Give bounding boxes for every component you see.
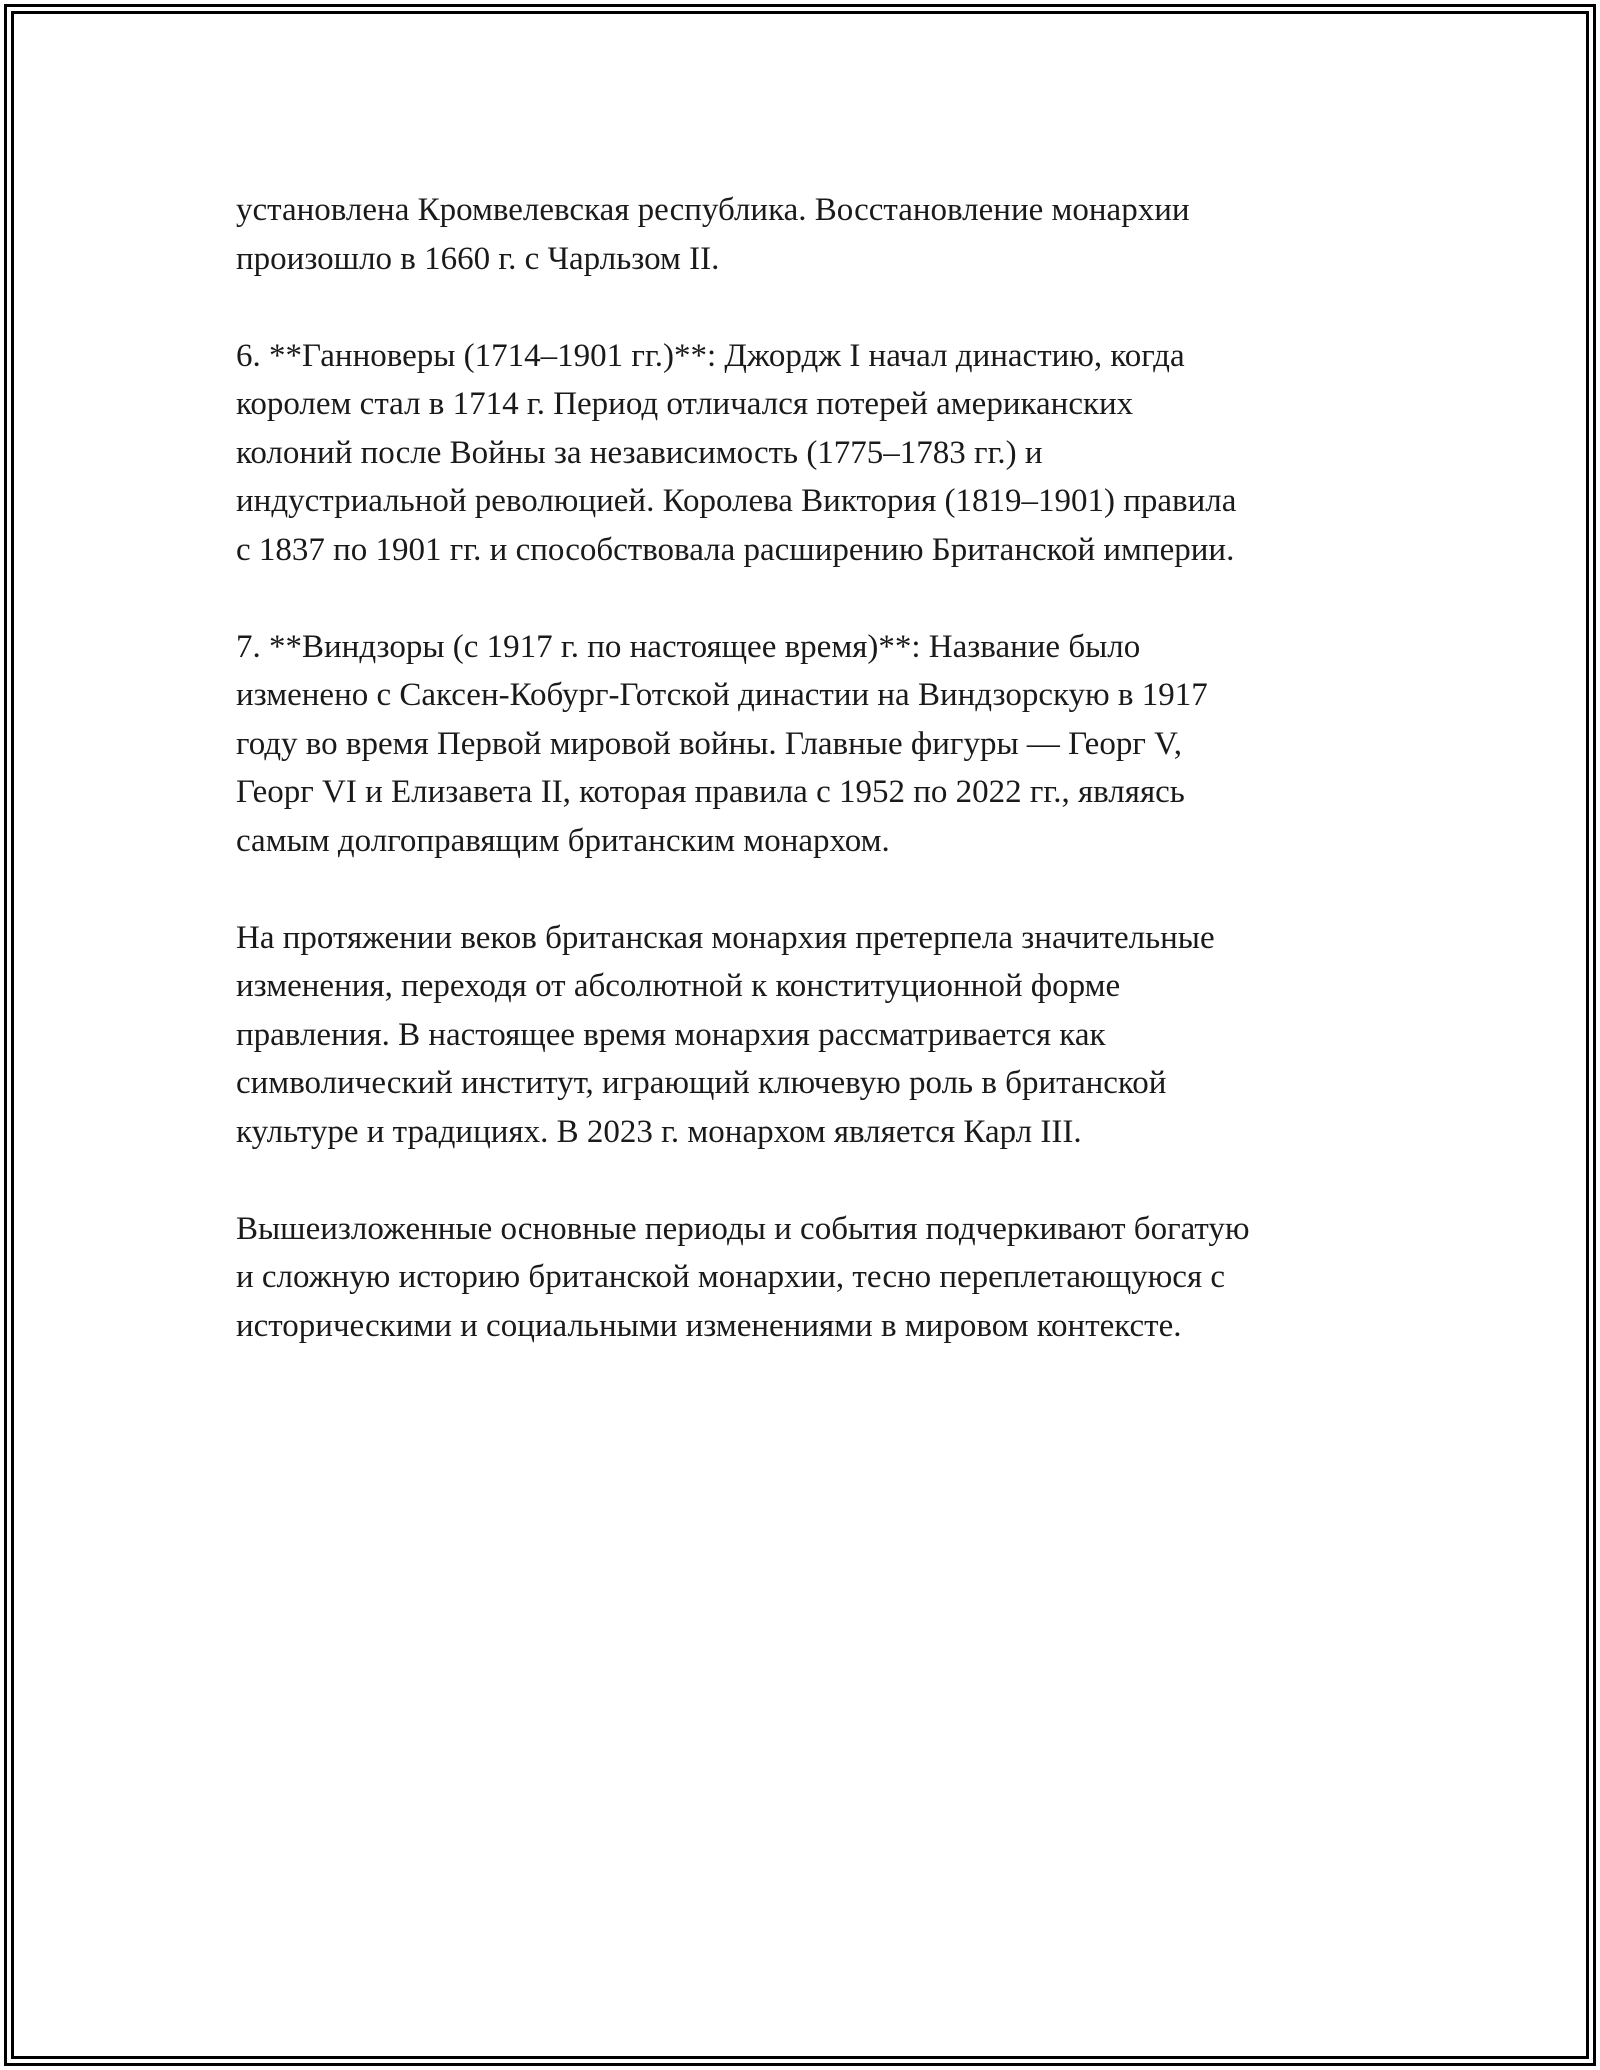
paragraph-2 xyxy=(236,332,1386,575)
text-line: историческими и социальными изменениями в мировом контексте. xyxy=(236,1307,1182,1344)
text-line: с 1837 по 1901 гг. и способствовала расширению Британской империи. xyxy=(236,531,1235,568)
text-line: индустриальной революцией. Королева Виктория (1819–1901) правила xyxy=(236,483,1237,519)
text-line: правления. В настоящее время монархия рассматривается как xyxy=(236,1016,1106,1053)
text-line: произошло в 1660 г. с Чарльзом II. xyxy=(236,240,720,277)
paragraph-4 xyxy=(236,914,1386,1157)
text-line: изменения, переходя от абсолютной к конституционной форме xyxy=(236,968,1121,1004)
text-line: символический институт, играющий ключевую роль в британской xyxy=(236,1065,1167,1101)
text-line: королем стал в 1714 г. Период отличался потерей американских xyxy=(236,386,1134,422)
paragraph-3 xyxy=(236,623,1386,866)
paragraph-1 xyxy=(236,186,1386,283)
text-line: и сложную историю британской монархии, тесно переплетающуюся с xyxy=(236,1259,1226,1295)
text-line: культуре и традициях. В 2023 г. монархом является Карл III. xyxy=(236,1113,1082,1150)
paragraph-5 xyxy=(236,1205,1386,1351)
text-line: установлена Кромвелевская республика. Восстановление монархии xyxy=(236,192,1190,228)
text-line: Георг VI и Елизавета II, которая правила с 1952 по 2022 гг., являясь xyxy=(236,774,1185,810)
text-line: году во время Первой мировой войны. Главные фигуры — Георг V, xyxy=(236,725,1182,762)
text-line: изменено с Саксен-Кобург-Готской династии на Виндзорскую в 1917 xyxy=(236,677,1208,713)
text-line: Вышеизложенные основные периоды и события подчеркивают богатую xyxy=(236,1210,1250,1247)
text-line: самым долгоправящим британским монархом. xyxy=(236,822,890,859)
text-line: колоний после Войны за независимость (1775–1783 гг.) и xyxy=(236,434,1043,471)
text-line: 7. **Виндзоры (с 1917 г. по настоящее время)**: Название было xyxy=(236,628,1141,665)
document-body xyxy=(236,186,1386,1399)
text-line: 6. **Ганноверы (1714–1901 гг.)**: Джордж I начал династию, когда xyxy=(236,337,1185,374)
text-line: На протяжении веков британская монархия претерпела значительные xyxy=(236,919,1215,956)
